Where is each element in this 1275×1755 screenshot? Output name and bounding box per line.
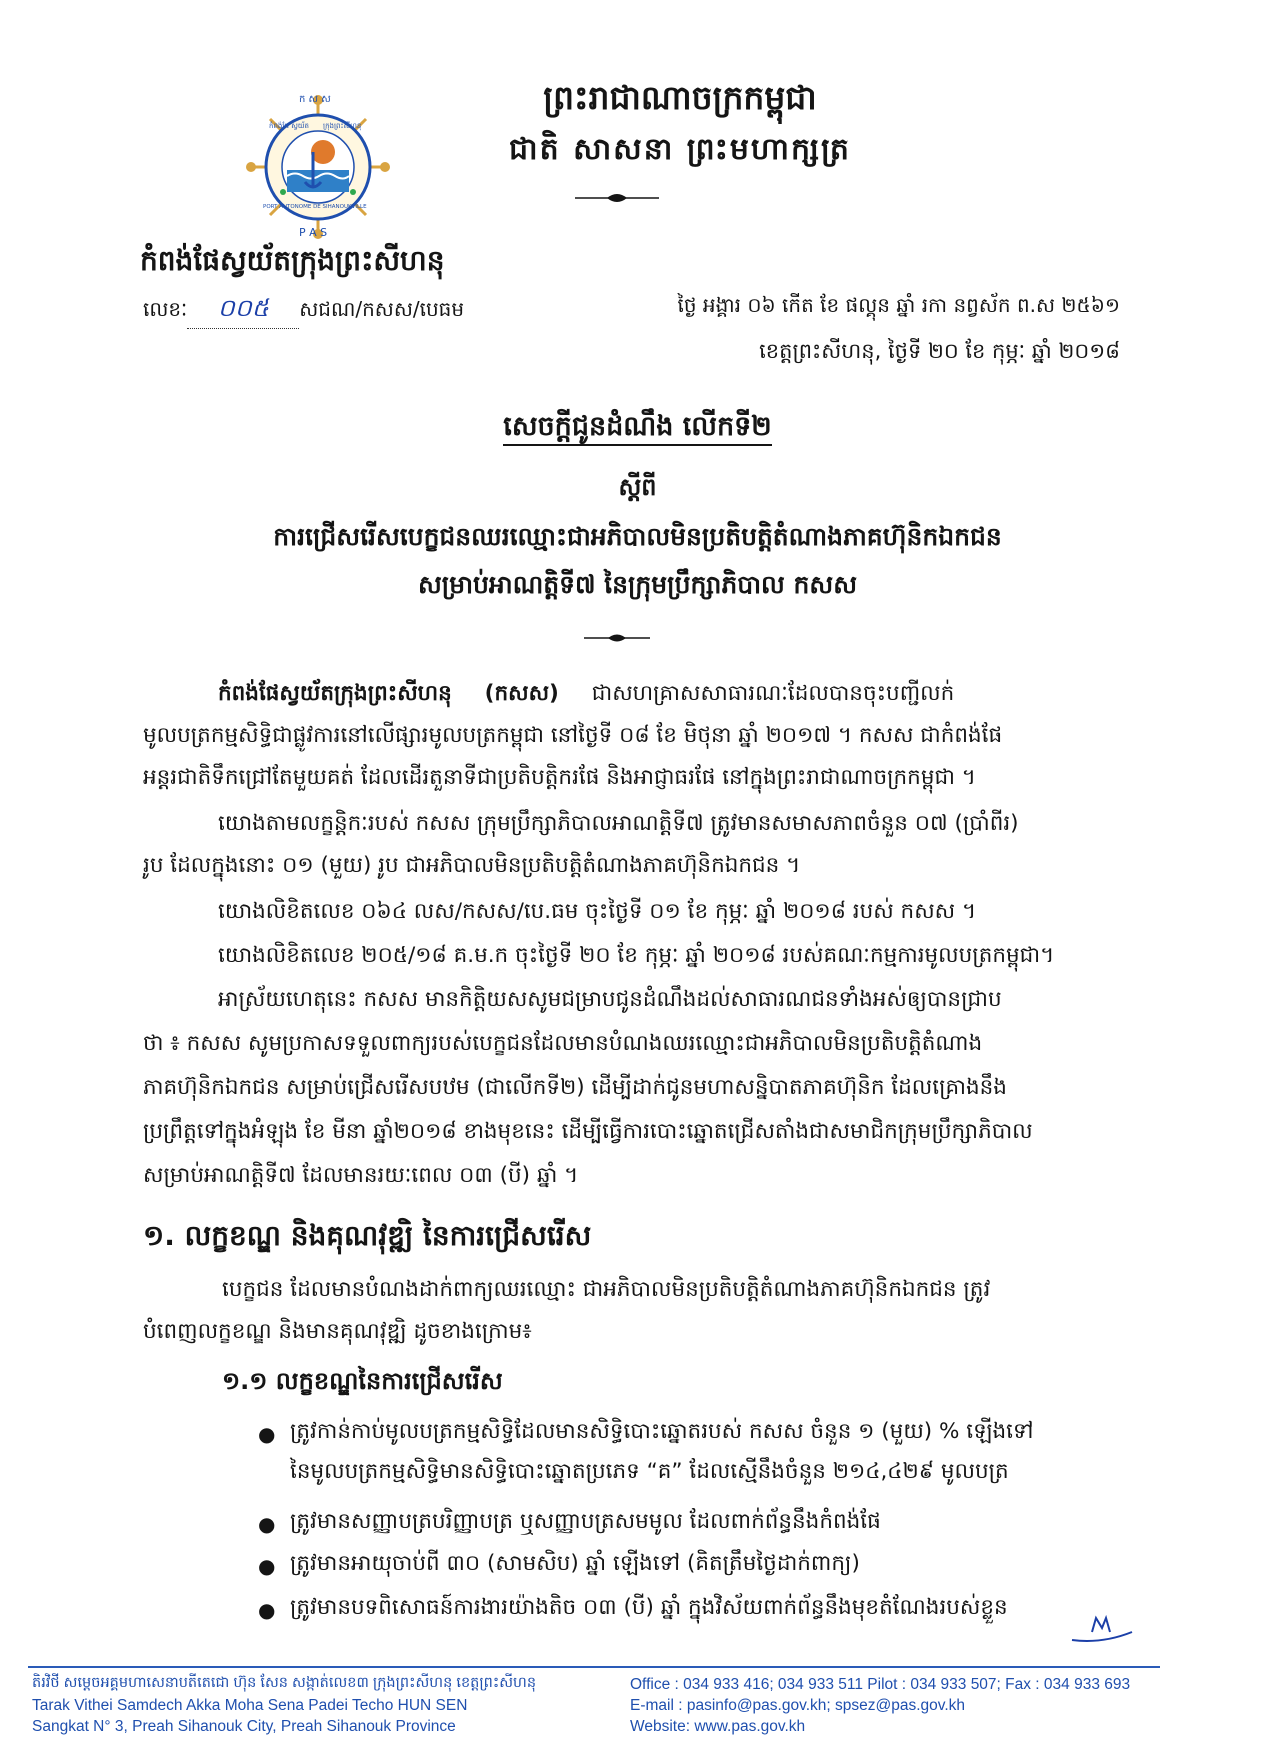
logo-ring-left: កំពង់ផែ ស្វយ័ត [269, 122, 309, 130]
bullet-dot: ● [258, 1512, 276, 1536]
bullet-dot: ● [258, 1422, 276, 1446]
footer-address-english-2: Sangkat N° 3, Preah Sihanouk City, Preah Sihanouk Province [32, 1718, 456, 1735]
bullet-3: ត្រូវមានអាយុចាប់ពី ៣០ (សាមសិប) ឆ្នាំ ឡើងទៅ (គិតត្រឹមថ្ងៃដាក់ពាក្យ) [290, 1551, 860, 1576]
logo-top-text: ក ស ស [299, 94, 331, 105]
paragraph-3: យោងលិខិតលេខ ០៦៤ លស/កសស/បេ.ធម ចុះថ្ងៃទី ០១ ខែ កុម្ភៈ ឆ្នាំ ២០១៨ របស់ កសស ។ [218, 899, 977, 924]
paragraph-2-line-2: រូប ដែលក្នុងនោះ ០១ (មួយ) រូប ជាអភិបាលមិនប្រតិបត្តិតំណាងភាគហ៊ុនិកឯកជន ។ [143, 853, 801, 878]
footer-address-english-1: Tarak Vithei Samdech Akka Moha Sena Padei Techo HUN SEN [32, 1697, 468, 1714]
footer-email[interactable]: E-mail : pasinfo@pas.gov.kh; spsez@pas.gov.kh [630, 1697, 966, 1714]
section-1-intro-line-1: បេក្ខជន ដែលមានបំណងដាក់ពាក្យឈរឈ្មោះ ជាអភិបាលមិនប្រតិបត្តិតំណាងភាគហ៊ុនិកឯកជន ត្រូវ [222, 1277, 991, 1302]
reference-number [143, 293, 464, 329]
subject-line-2: សម្រាប់អាណត្តិទី៧ នៃក្រុមប្រឹក្សាភិបាល កសស [417, 570, 858, 599]
document-title [0, 410, 1275, 449]
logo-ring-bottom: PORT AUTONOME DE SIHANOUKVILLE [263, 204, 367, 210]
reference-label: លេខៈ [143, 297, 188, 321]
paragraph-5-line-5: សម្រាប់អាណត្តិទី៧ ដែលមានរយៈពេល ០៣ (បី) ឆ្នាំ ។ [143, 1163, 579, 1188]
logo-ring-right: ក្រុងព្រះសីហនុ [323, 122, 362, 130]
pas-logo [243, 92, 393, 242]
paragraph-5-line-1: អាស្រ័យហេតុនេះ កសស មានកិត្តិយសសូមជម្រាបជូនដំណឹងដល់សាធារណជនទាំងអស់ឲ្យបានជ្រាប [218, 987, 1002, 1012]
section-1-intro-line-2: បំពេញលក្ខខណ្ឌ និងមានគុណវុឌ្ឍិ ដូចខាងក្រោម៖ [143, 1319, 532, 1344]
handwritten-initial-mark [1068, 1610, 1138, 1650]
footer-office-phones: Office : 034 933 416; 034 933 511 Pilot : 034 933 507; Fax : 034 933 693 [630, 1676, 1131, 1693]
paragraph-4: យោងលិខិតលេខ ២០៥/១៨ គ.ម.ក ចុះថ្ងៃទី ២០ ខែ កុម្ភៈ ឆ្នាំ ២០១៨ របស់គណៈកម្មការមូលបត្រកម្ពុជា។ [218, 943, 1055, 968]
reference-handwritten-number: ០០៥ [187, 293, 299, 329]
bullet-1-line-1: ត្រូវកាន់កាប់មូលបត្រកម្មសិទ្ធិដែលមានសិទ្ធិបោះឆ្នោតរបស់ កសស ចំនួន ១ (មួយ) % ឡើងទៅ [290, 1419, 1034, 1444]
logo-bottom-text: P A S [299, 226, 328, 239]
paragraph-5-line-2: ថា ៖ កសស សូមប្រកាសទទួលពាក្យរបស់បេក្ខជនដែលមានបំណងឈរឈ្មោះជាអភិបាលមិនប្រតិបត្តិតំណាង [143, 1031, 983, 1056]
subject-line-1: ការជ្រើសរើសបេក្ខជនឈរឈ្មោះជាអភិបាលមិនប្រតិបត្តិតំណាងភាគហ៊ុនិកឯកជន [273, 522, 1002, 551]
footer-rule [28, 1666, 1160, 1668]
paragraph-1-line-1 [218, 680, 954, 711]
national-motto: ជាតិ សាសនា ព្រះមហាក្សត្រ [509, 132, 851, 167]
paragraph-2-line-1: យោងតាមលក្ខន្តិកៈរបស់ កសស ក្រុមប្រឹក្សាភិបាលអាណត្តិទី៧ ត្រូវមានសមាសភាពចំនួន ០៧ (ប្រាំពីរ) [218, 811, 1019, 836]
p1-org-abbr: (កសស) [484, 681, 559, 706]
paragraph-1-line-3: អន្តរជាតិទឹកជ្រៅតែមួយគត់ ដែលដើរតួនាទីជាប្រតិបត្តិករផែ និងអាជ្ញាធរផែ នៅក្នុងព្រះរាជាណាចក្រកម្ពុជា ។ [143, 765, 976, 790]
footer-address-khmer: តិរវិថី សម្ដេចអគ្គមហាសេនាបតីតេជោ ហ៊ុន សែន សង្កាត់លេខ៣ ក្រុងព្រះសីហនុ ខេត្តព្រះសីហនុ [32, 1675, 537, 1691]
footer-website[interactable]: Website: www.pas.gov.kh [630, 1718, 806, 1735]
title-about: ស្ដីពី [618, 473, 657, 501]
p1-rest: ជាសហគ្រាសសាធារណៈដែលបានចុះបញ្ជីលក់ [591, 681, 955, 706]
section-1-1-heading: ១.១ លក្ខខណ្ឌនៃការជ្រើសរើស [222, 1367, 503, 1395]
section-1-heading: ១. លក្ខខណ្ឌ និងគុណវុឌ្ឍិ នៃការជ្រើសរើស [143, 1219, 592, 1252]
reference-suffix: សជណ/កសស/បេធម [299, 297, 465, 321]
bullet-dot: ● [258, 1554, 276, 1578]
divider-flourish [575, 193, 659, 203]
lunar-date: ថ្ងៃ អង្គារ ០៦ កើត ខែ ផល្គុន ឆ្នាំ រកា នព្វស័ក ព.ស ២៥៦១ [677, 293, 1120, 317]
title-divider-flourish [584, 633, 650, 643]
paragraph-5-line-3: ភាគហ៊ុនិកឯកជន សម្រាប់ជ្រើសរើសបឋម (ជាលើកទី២) ដើម្បីដាក់ជូនមហាសន្និបាតភាគហ៊ុនិក ដែលគ្រោងនឹង [143, 1075, 1007, 1100]
paragraph-1-line-2: មូលបត្រកម្មសិទ្ធិជាផ្លូវការនៅលើផ្សារមូលបត្រកម្ពុជា នៅថ្ងៃទី ០៨ ខែ មិថុនា ឆ្នាំ ២០១៧ ។ កសស ជាកំពង់ផែ [143, 723, 1003, 748]
bullet-4: ត្រូវមានបទពិសោធន៍ការងារយ៉ាងតិច ០៣ (បី) ឆ្នាំ ក្នុងវិស័យពាក់ព័ន្ធនឹងមុខតំណែងរបស់ខ្លួន [290, 1595, 1008, 1620]
document-title-text: សេចក្ដីជូនដំណឹង លើកទី២ [503, 411, 771, 446]
organization-name: កំពង់ផែស្វយ័តក្រុងព្រះសីហនុ [140, 244, 445, 277]
paragraph-5-line-4: ប្រព្រឹត្តទៅក្នុងអំឡុង ខែ មីនា ឆ្នាំ២០១៨ ខាងមុខនេះ ដើម្បីធ្វើការបោះឆ្នោតជ្រើសតាំងជាសមាជិកក្រុមប្រឹក្សាភិបាល [143, 1119, 1033, 1144]
solar-date: ខេត្តព្រះសីហនុ, ថ្ងៃទី ២០ ខែ កុម្ភៈ ឆ្នាំ ២០១៨ [759, 339, 1120, 363]
bullet-1-line-2: នៃមូលបត្រកម្មសិទ្ធិមានសិទ្ធិបោះឆ្នោតប្រភេទ “គ” ដែលស្មើនឹងចំនួន ២១៤,៤២៩ មូលបត្រ [290, 1459, 1009, 1484]
bullet-dot: ● [258, 1598, 276, 1622]
kingdom-heading: ព្រះរាជាណាចក្រកម្ពុជា [543, 78, 817, 117]
p1-org-name: កំពង់ផែស្វយ័តក្រុងព្រះសីហនុ [218, 681, 452, 706]
bullet-2: ត្រូវមានសញ្ញាបត្របរិញ្ញាបត្រ ឬសញ្ញាបត្រសមមូល ដែលពាក់ព័ន្ធនឹងកំពង់ផែ [290, 1509, 881, 1534]
